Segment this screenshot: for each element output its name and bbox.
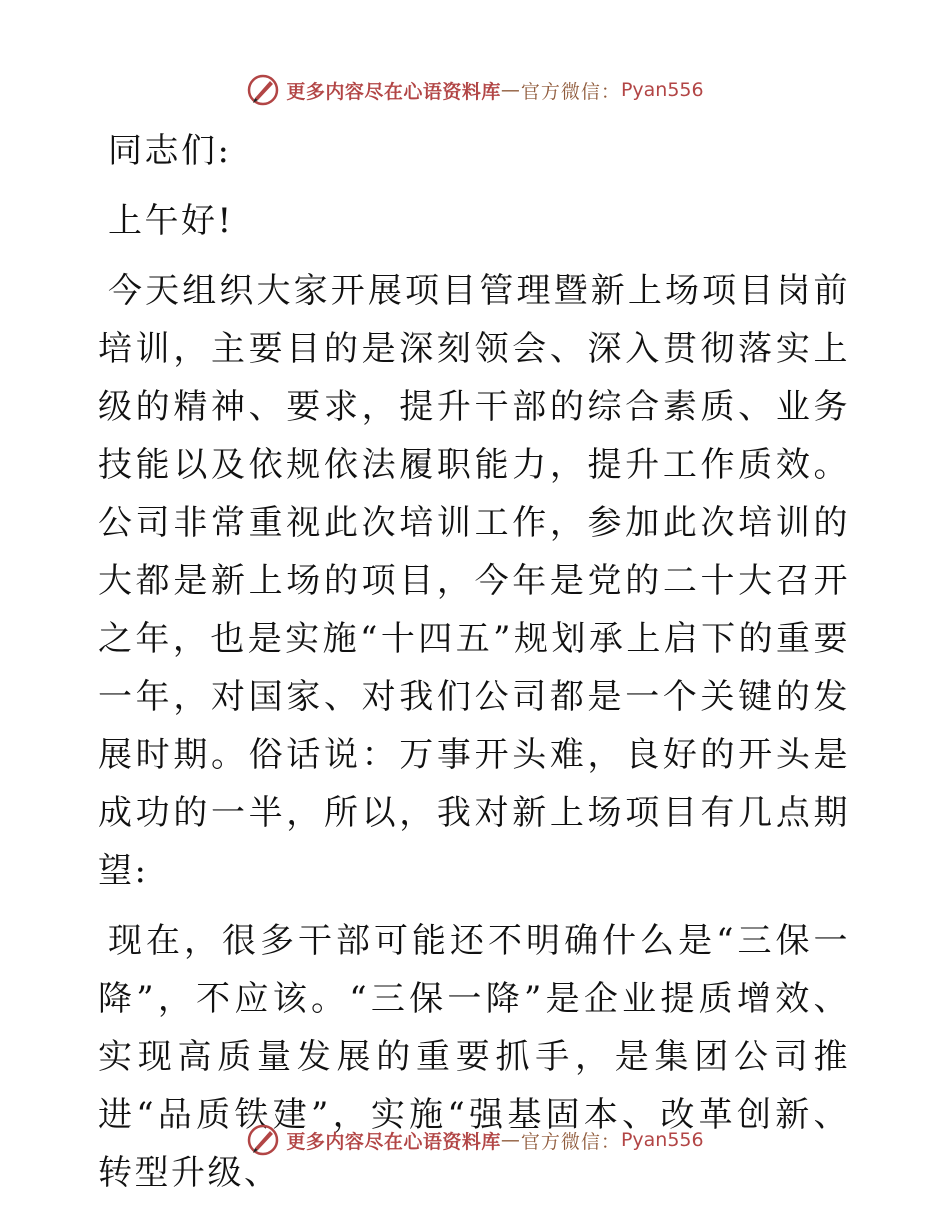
footer-banner: [0, 1120, 950, 1160]
quill-logo-icon: [246, 73, 280, 107]
banner-separator: —: [500, 79, 521, 101]
banner-official-label: 官方微信：: [520, 80, 621, 103]
quill-logo-icon: [246, 1123, 280, 1157]
banner-brand-text: 更多内容尽在心语资料库: [286, 1130, 501, 1153]
banner-brand-text: 更多内容尽在心语资料库: [286, 80, 501, 103]
banner-wechat-id: Pyan556: [620, 1129, 704, 1151]
document-body: [98, 122, 850, 1214]
banner-wechat-id: Pyan556: [620, 79, 704, 101]
greeting: 上午好!: [108, 201, 234, 241]
header-banner: [0, 70, 950, 110]
salutation: 同志们:: [108, 131, 232, 171]
paragraph-intro: 今天组织大家开展项目管理暨新上场项目岗前培训，主要目的是深刻领会、深入贯彻落实上级的精神、要求，提升干部的综合素质、业务技能以及依规依法履职能力，提升工作质效。公司非常重视此次培训工作，参加此次培训的大都是新上场的项目，今年是党的二十大召开之年，也是实施“十四五”规划承上启下的重要一年，对国家、对我们公司都是一个关键的发展时期。俗话说：万事开头难，良好的开头是成功的一半，所以，我对新上场项目有几点期望:: [98, 271, 850, 891]
banner-separator: —: [500, 1129, 521, 1151]
paragraph-three-guarantees: 现在，很多干部可能还不明确什么是“三保一降”，不应该。“三保一降”是企业提质增效、实现高质量发展的重要抓手，是集团公司推进“品质铁建”，实施“强基固本、改革创新、转型升级、: [98, 921, 850, 1193]
banner-official-label: 官方微信：: [520, 1130, 621, 1153]
